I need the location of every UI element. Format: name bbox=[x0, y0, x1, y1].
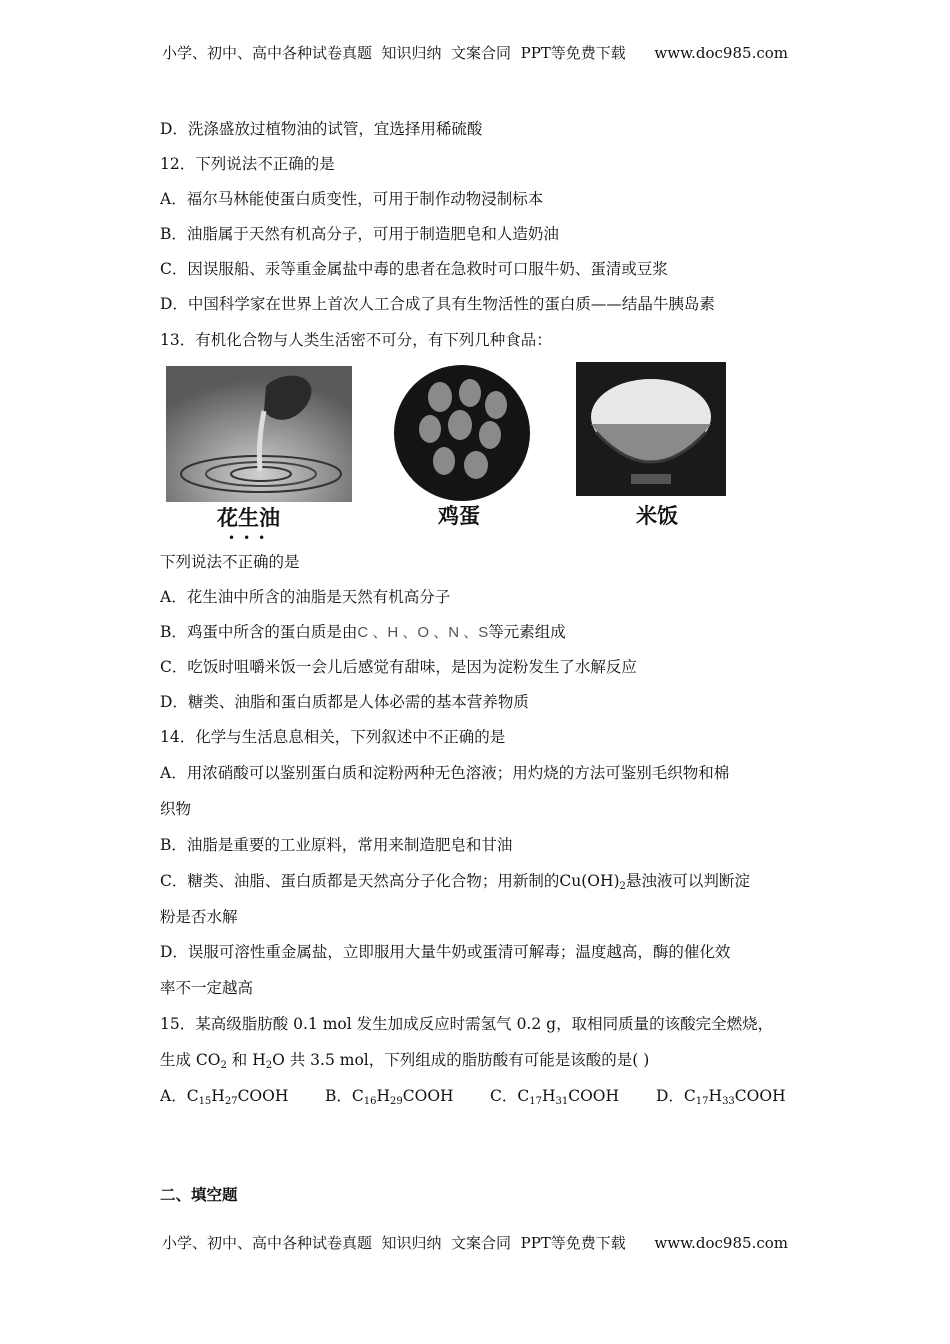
q14-option-c-line2: 粉是否水解 bbox=[160, 908, 238, 926]
peanut-oil-image bbox=[166, 366, 352, 502]
caption-egg: 鸡蛋 bbox=[438, 504, 480, 528]
page-footer: 小学、初中、高中各种试卷真题 知识归纳 文案合同 PPT等免费下载 www.doc985.com bbox=[161, 1234, 788, 1252]
q15-option-d: D．$C_{17}H_{33}COOH$ bbox=[656, 1087, 786, 1107]
q13-option-d: D．糖类、油脂和蛋白质都是人体必需的基本营养物质 bbox=[160, 693, 529, 711]
section-title: 二、填空题 bbox=[160, 1185, 238, 1204]
q12-option-b: B．油脂属于天然有机高分子，可用于制造肥皂和人造奶油 bbox=[160, 225, 559, 243]
emphasis-dots: ••• bbox=[228, 531, 274, 545]
q12-option-d: D．中国科学家在世界上首次人工合成了具有生物活性的蛋白质——结晶牛胰岛素 bbox=[160, 295, 715, 313]
q12-stem: 12．下列说法不正确的是 bbox=[160, 155, 335, 173]
q11-option-d: D．洗涤盛放过植物油的试管，宜选择用稀硫酸 bbox=[160, 120, 483, 138]
q14-option-d-line2: 率不一定越高 bbox=[160, 979, 254, 997]
q13-option-c: C．吃饭时咀嚼米饭一会儿后感觉有甜味，是因为淀粉发生了水解反应 bbox=[160, 658, 637, 676]
q13-stem: 13．有机化合物与人类生活密不可分，有下列几种食品： bbox=[160, 331, 552, 349]
q14-option-c-line1: C．糖类、油脂、蛋白质都是天然高分子化合物；用新制的$Cu(OH)_2$悬浊液可以判断淀 bbox=[160, 872, 750, 892]
page-header: 小学、初中、高中各种试卷真题 知识归纳 文案合同 PPT等免费下载 www.doc985.com bbox=[161, 44, 788, 62]
caption-peanut-oil: 花生油 bbox=[217, 506, 280, 530]
q12-option-c: C．因误服船、汞等重金属盐中毒的患者在急救时可口服牛奶、蛋清或豆浆 bbox=[160, 260, 668, 278]
caption-rice: 米饭 bbox=[636, 504, 678, 528]
q15-option-a: A．$C_{15}H_{27}COOH$ bbox=[160, 1087, 289, 1107]
q14-option-a-line2: 织物 bbox=[160, 800, 192, 818]
q15-option-c: C．$C_{17}H_{31}COOH$ bbox=[490, 1087, 620, 1107]
eggs-image bbox=[392, 363, 532, 503]
q13-option-b: B．鸡蛋中所含的蛋白质是由C 、H 、O 、N 、S等元素组成 bbox=[160, 623, 566, 641]
q14-stem: 14．化学与生活息息相关，下列叙述中不正确的是 bbox=[160, 728, 506, 746]
q14-option-d-line1: D．误服可溶性重金属盐，立即服用大量牛奶或蛋清可解毒；温度越高，酶的催化效 bbox=[160, 943, 731, 961]
q15-option-b: B．$C_{16}H_{29}COOH$ bbox=[325, 1087, 454, 1107]
q15-stem-line2: 生成 $CO_2$ 和 $H_2O$ 共 3.5 mol，下列组成的脂肪酸有可能是该酸的是( ) bbox=[160, 1051, 650, 1071]
q13-sub-stem: 下列说法不正确的是 bbox=[160, 553, 300, 571]
q14-option-a-line1: A．用浓硝酸可以鉴别蛋白质和淀粉两种无色溶液；用灼烧的方法可鉴别毛织物和棉 bbox=[160, 764, 730, 782]
q15-stem-line1: 15．某高级脂肪酸 0.1 mol 发生加成反应时需氢气 0.2 g，取相同质量的该酸完全燃烧， bbox=[160, 1015, 774, 1033]
q12-option-a: A．福尔马林能使蛋白质变性，可用于制作动物浸制标本 bbox=[160, 190, 544, 208]
q13-option-a: A．花生油中所含的油脂是天然有机高分子 bbox=[160, 588, 451, 606]
rice-image bbox=[576, 362, 726, 496]
q14-option-b: B．油脂是重要的工业原料，常用来制造肥皂和甘油 bbox=[160, 836, 513, 854]
